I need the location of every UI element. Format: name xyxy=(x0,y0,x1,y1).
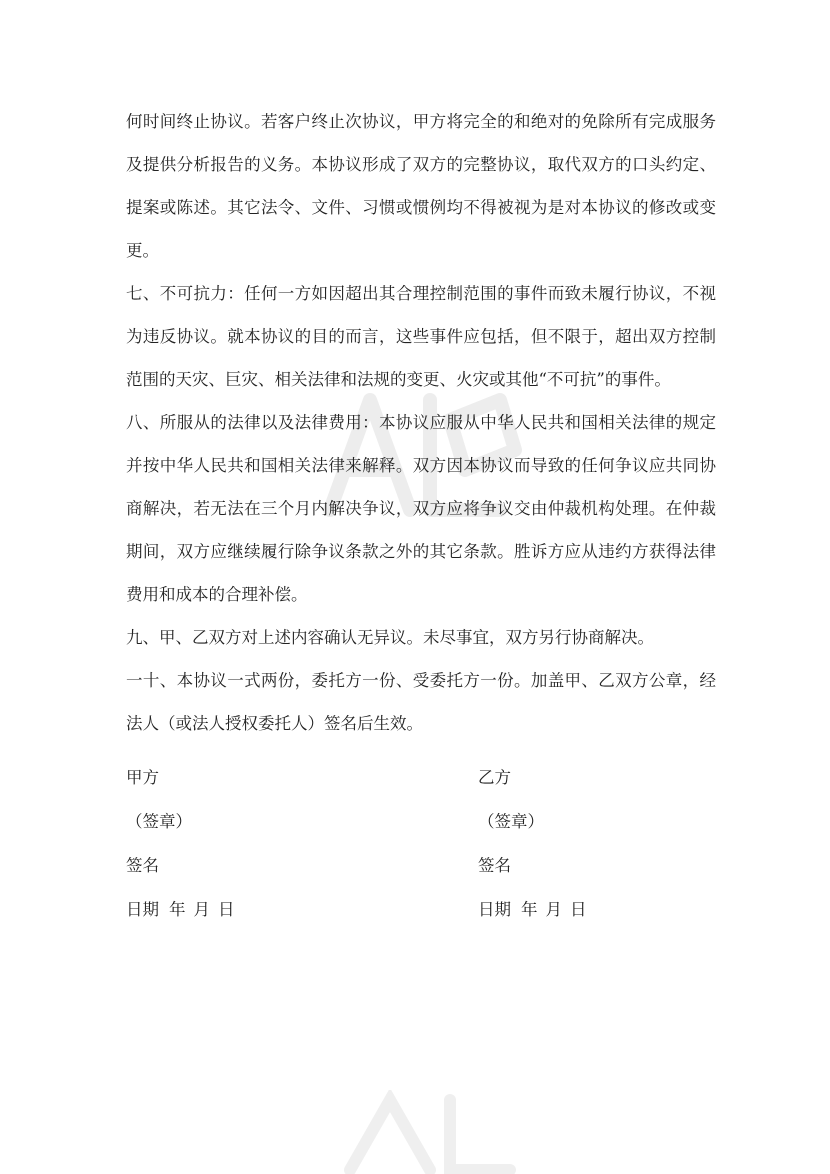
party-b-seal: （签章） xyxy=(478,812,544,831)
watermark-logo-bottom xyxy=(330,1090,530,1174)
party-b-month: 月 xyxy=(545,900,562,919)
party-a-seal: （签章） xyxy=(126,812,192,831)
party-a-date xyxy=(126,888,235,932)
party-b-sign: 签名 xyxy=(478,856,511,875)
agreement-body xyxy=(126,100,716,745)
paragraph-governing-law: 八、所服从的法律以及法律费用：本协议应服从中华人民共和国相关法律的规定并按中华人民共和国相关法律来解释。双方因本协议而导致的任何争议应共同协商解决，若无法在三个月内解决争议，双方应将争议交由仲裁机构处理。在仲裁期间，双方应继续履行除争议条款之外的其它条款。胜诉方应从违约方获得法律费用和成本的合理补偿。 xyxy=(126,413,716,604)
party-a-month: 月 xyxy=(193,900,210,919)
party-b-day: 日 xyxy=(570,900,587,919)
party-a-year: 年 xyxy=(169,900,186,919)
party-a-date-label: 日期 xyxy=(126,900,159,919)
paragraph-confirmation: 九、甲、乙双方对上述内容确认无异议。未尽事宜，双方另行协商解决。 xyxy=(126,628,654,647)
paragraph-force-majeure: 七、不可抗力：任何一方如因超出其合理控制范围的事件而致未履行协议，不视为违反协议。就本协议的目的而言，这些事件应包括，但不限于，超出双方控制范围的天灾、巨灾、相关法律和法规的变更、火灾或其他“不可抗”的事件。 xyxy=(126,284,716,389)
signature-block xyxy=(126,756,716,932)
party-a-title: 甲方 xyxy=(126,768,159,787)
party-b-title: 乙方 xyxy=(478,768,511,787)
party-b-year: 年 xyxy=(521,900,538,919)
signature-name-row xyxy=(126,844,716,888)
signature-title-row xyxy=(126,756,716,800)
party-b-date xyxy=(478,888,587,932)
party-a-day: 日 xyxy=(218,900,235,919)
party-b-date-label: 日期 xyxy=(478,900,511,919)
signature-seal-row xyxy=(126,800,716,844)
signature-date-row xyxy=(126,888,716,932)
party-a-sign: 签名 xyxy=(126,856,159,875)
paragraph-termination: 何时间终止协议。若客户终止次协议，甲方将完全的和绝对的免除所有完成服务及提供分析报告的义务。本协议形成了双方的完整协议，取代双方的口头约定、提案或陈述。其它法令、文件、习惯或惯例均不得被视为是对本协议的修改或变更。 xyxy=(126,112,716,260)
paragraph-copies: 一十、本协议一式两份，委托方一份、受委托方一份。加盖甲、乙双方公章，经法人（或法人授权委托人）签名后生效。 xyxy=(126,671,716,733)
